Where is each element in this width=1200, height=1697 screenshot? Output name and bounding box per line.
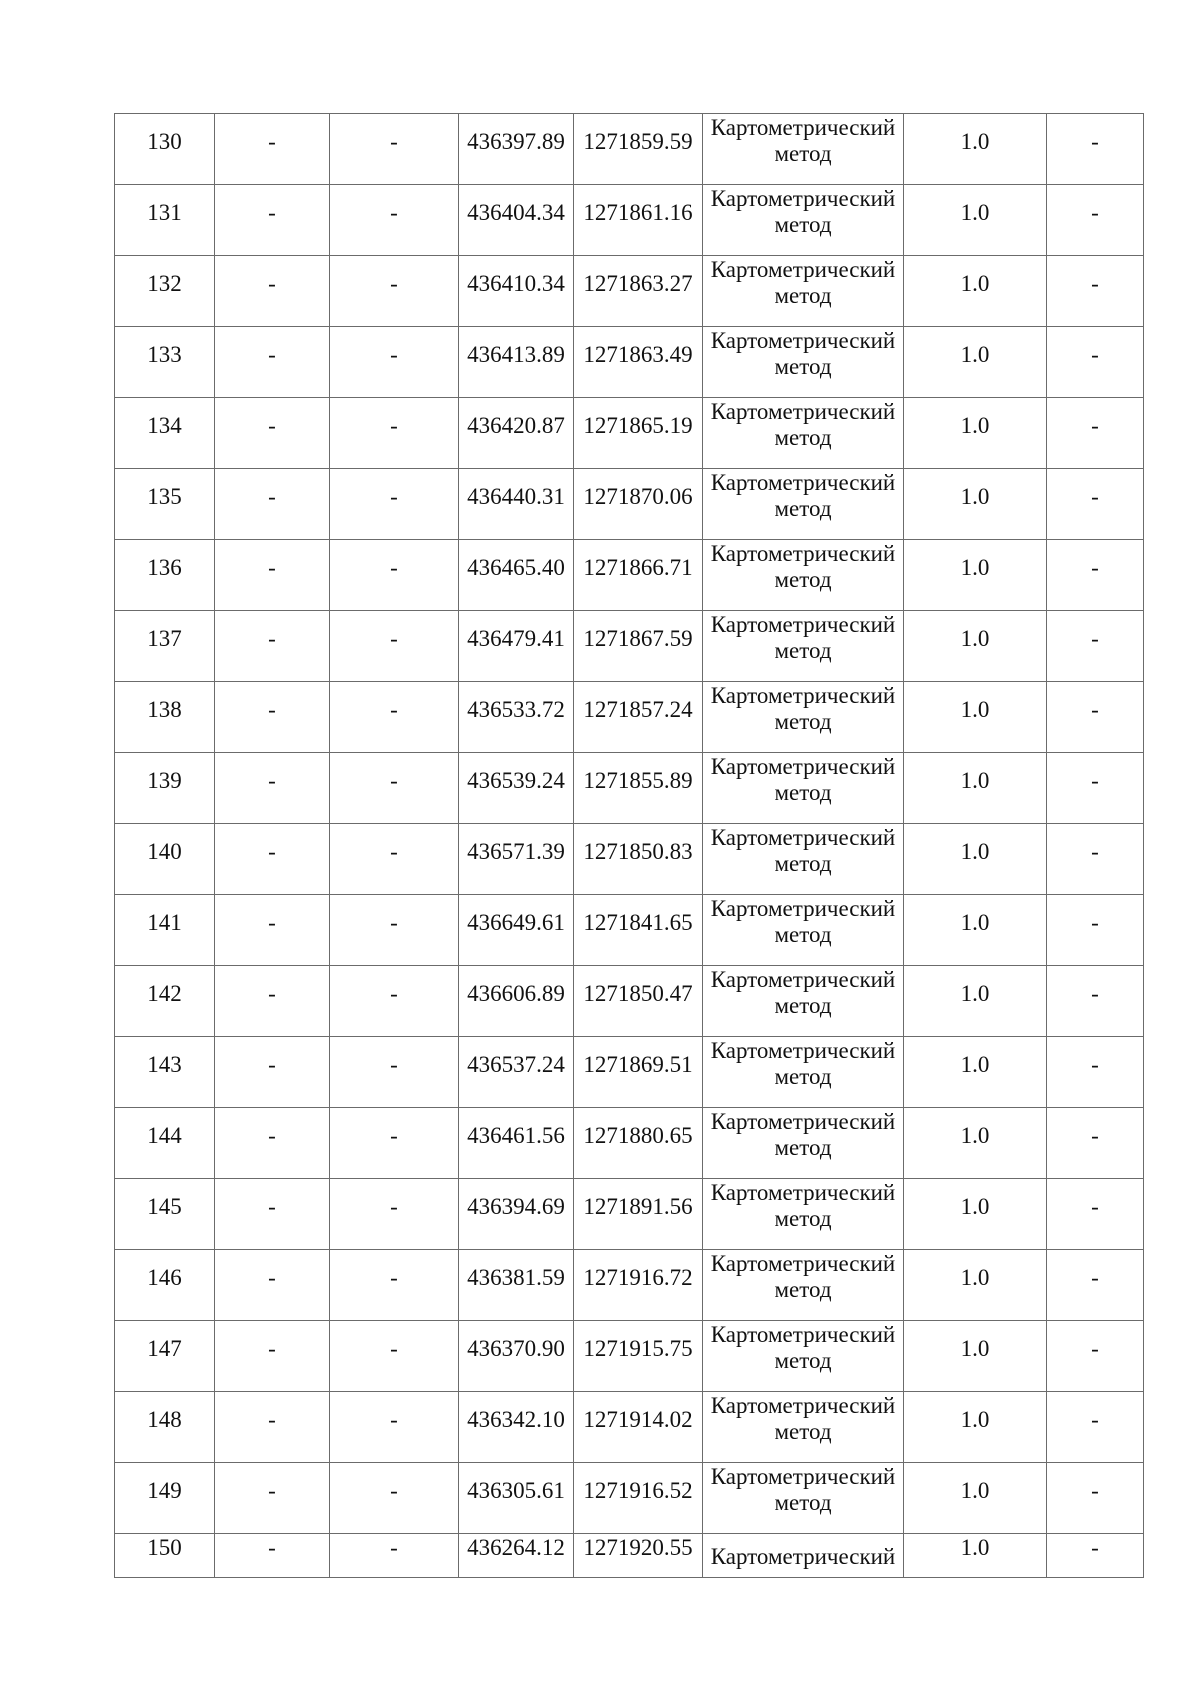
method-line-2: метод	[774, 1206, 832, 1231]
method-cell	[703, 824, 904, 895]
table-row	[115, 469, 1144, 540]
table-row	[115, 327, 1144, 398]
accuracy-cell: 1.0	[904, 469, 1047, 540]
table-row	[115, 398, 1144, 469]
point-number-cell: 131	[115, 185, 215, 256]
accuracy-cell: 1.0	[904, 1534, 1047, 1578]
point-number-cell: 132	[115, 256, 215, 327]
accuracy-cell: 1.0	[904, 1321, 1047, 1392]
new-x-cell: 436539.24	[459, 753, 574, 824]
method-line-2: метод	[774, 922, 832, 947]
new-y-cell: 1271850.47	[574, 966, 703, 1037]
method-line-1: Картометрический	[710, 967, 896, 992]
new-y-cell: 1271863.49	[574, 327, 703, 398]
table-row	[115, 895, 1144, 966]
old-x-cell: -	[215, 753, 330, 824]
old-x-cell: -	[215, 540, 330, 611]
point-number-cell: 150	[115, 1534, 215, 1578]
new-x-cell: 436649.61	[459, 895, 574, 966]
old-y-cell: -	[330, 1108, 459, 1179]
accuracy-cell: 1.0	[904, 114, 1047, 185]
new-x-cell: 436465.40	[459, 540, 574, 611]
old-x-cell: -	[215, 327, 330, 398]
accuracy-cell: 1.0	[904, 1250, 1047, 1321]
old-x-cell: -	[215, 966, 330, 1037]
new-y-cell: 1271920.55	[574, 1534, 703, 1578]
new-y-cell: 1271857.24	[574, 682, 703, 753]
method-cell	[703, 1250, 904, 1321]
method-cell	[703, 895, 904, 966]
new-x-cell: 436305.61	[459, 1463, 574, 1534]
accuracy-cell: 1.0	[904, 753, 1047, 824]
new-x-cell: 436397.89	[459, 114, 574, 185]
description-cell: -	[1047, 256, 1144, 327]
description-cell: -	[1047, 1250, 1144, 1321]
method-cell	[703, 469, 904, 540]
point-number-cell: 130	[115, 114, 215, 185]
old-y-cell: -	[330, 1534, 459, 1578]
method-cell	[703, 1037, 904, 1108]
method-cell	[703, 1321, 904, 1392]
point-number-cell: 145	[115, 1179, 215, 1250]
method-line-1: Картометрический	[710, 1393, 896, 1418]
old-x-cell: -	[215, 469, 330, 540]
method-line-1: Картометрический	[710, 1180, 896, 1205]
old-y-cell: -	[330, 256, 459, 327]
new-y-cell: 1271916.72	[574, 1250, 703, 1321]
new-x-cell: 436479.41	[459, 611, 574, 682]
method-cell	[703, 1534, 904, 1578]
description-cell: -	[1047, 1037, 1144, 1108]
method-line-1: Картометрический	[710, 328, 896, 353]
description-cell: -	[1047, 540, 1144, 611]
new-x-cell: 436571.39	[459, 824, 574, 895]
description-cell: -	[1047, 753, 1144, 824]
method-line-1: Картометрический	[710, 1322, 896, 1347]
accuracy-cell: 1.0	[904, 398, 1047, 469]
accuracy-cell: 1.0	[904, 1037, 1047, 1108]
old-y-cell: -	[330, 540, 459, 611]
method-line-2: метод	[774, 1348, 832, 1373]
new-x-cell: 436537.24	[459, 1037, 574, 1108]
new-y-cell: 1271915.75	[574, 1321, 703, 1392]
point-number-cell: 149	[115, 1463, 215, 1534]
old-y-cell: -	[330, 1392, 459, 1463]
table-row	[115, 824, 1144, 895]
old-y-cell: -	[330, 682, 459, 753]
old-x-cell: -	[215, 185, 330, 256]
new-y-cell: 1271855.89	[574, 753, 703, 824]
method-line-1: Картометрический	[710, 1109, 896, 1134]
description-cell: -	[1047, 1321, 1144, 1392]
method-cell	[703, 327, 904, 398]
method-cell	[703, 1108, 904, 1179]
accuracy-cell: 1.0	[904, 1179, 1047, 1250]
method-line-1: Картометрический	[710, 1251, 896, 1276]
new-x-cell: 436461.56	[459, 1108, 574, 1179]
method-line-1: Картометрический	[710, 541, 896, 566]
point-number-cell: 134	[115, 398, 215, 469]
accuracy-cell: 1.0	[904, 256, 1047, 327]
description-cell: -	[1047, 611, 1144, 682]
method-line-2: метод	[774, 851, 832, 876]
method-cell	[703, 753, 904, 824]
method-line-2: метод	[774, 709, 832, 734]
accuracy-cell: 1.0	[904, 824, 1047, 895]
new-x-cell: 436533.72	[459, 682, 574, 753]
method-line-1: Картометрический	[710, 896, 896, 921]
accuracy-cell: 1.0	[904, 1108, 1047, 1179]
new-y-cell: 1271869.51	[574, 1037, 703, 1108]
description-cell: -	[1047, 824, 1144, 895]
new-y-cell: 1271914.02	[574, 1392, 703, 1463]
method-line-1: Картометрический	[710, 186, 896, 211]
table-row	[115, 256, 1144, 327]
old-x-cell: -	[215, 1250, 330, 1321]
old-y-cell: -	[330, 1463, 459, 1534]
table-row	[115, 1534, 1144, 1578]
method-line-2: метод	[774, 496, 832, 521]
new-y-cell: 1271861.16	[574, 185, 703, 256]
table-row	[115, 682, 1144, 753]
accuracy-cell: 1.0	[904, 966, 1047, 1037]
method-cell	[703, 1463, 904, 1534]
coordinates-table	[114, 113, 1144, 1578]
old-x-cell: -	[215, 114, 330, 185]
old-y-cell: -	[330, 1321, 459, 1392]
description-cell: -	[1047, 469, 1144, 540]
method-cell	[703, 398, 904, 469]
point-number-cell: 148	[115, 1392, 215, 1463]
method-cell	[703, 682, 904, 753]
new-x-cell: 436410.34	[459, 256, 574, 327]
table-row	[115, 1179, 1144, 1250]
new-y-cell: 1271866.71	[574, 540, 703, 611]
old-x-cell: -	[215, 1179, 330, 1250]
method-line-1: Картометрический	[710, 257, 896, 282]
description-cell: -	[1047, 895, 1144, 966]
method-line-2: метод	[774, 212, 832, 237]
point-number-cell: 140	[115, 824, 215, 895]
table-row	[115, 540, 1144, 611]
method-line-1: Картометрический	[710, 115, 896, 140]
method-line-2: метод	[774, 993, 832, 1018]
method-line-2: метод	[774, 1490, 832, 1515]
table-row	[115, 1463, 1144, 1534]
point-number-cell: 143	[115, 1037, 215, 1108]
table-row	[115, 966, 1144, 1037]
accuracy-cell: 1.0	[904, 682, 1047, 753]
method-line-2: метод	[774, 780, 832, 805]
description-cell: -	[1047, 1108, 1144, 1179]
description-cell: -	[1047, 966, 1144, 1037]
old-y-cell: -	[330, 1179, 459, 1250]
table-row	[115, 753, 1144, 824]
method-line-1: Картометрический	[710, 470, 896, 495]
accuracy-cell: 1.0	[904, 1392, 1047, 1463]
old-y-cell: -	[330, 1037, 459, 1108]
old-x-cell: -	[215, 1321, 330, 1392]
table-row	[115, 1037, 1144, 1108]
new-x-cell: 436381.59	[459, 1250, 574, 1321]
method-line-2: метод	[774, 354, 832, 379]
new-y-cell: 1271865.19	[574, 398, 703, 469]
table-row	[115, 185, 1144, 256]
new-x-cell: 436394.69	[459, 1179, 574, 1250]
method-line-1: Картометрический	[710, 754, 896, 779]
description-cell: -	[1047, 1463, 1144, 1534]
description-cell: -	[1047, 398, 1144, 469]
old-y-cell: -	[330, 469, 459, 540]
table-row	[115, 1108, 1144, 1179]
old-y-cell: -	[330, 611, 459, 682]
method-line-2: метод	[774, 141, 832, 166]
method-cell	[703, 611, 904, 682]
old-y-cell: -	[330, 327, 459, 398]
accuracy-cell: 1.0	[904, 327, 1047, 398]
point-number-cell: 142	[115, 966, 215, 1037]
method-cell	[703, 114, 904, 185]
point-number-cell: 146	[115, 1250, 215, 1321]
method-line-1: Картометрический	[710, 1464, 896, 1489]
method-line-2: метод	[774, 425, 832, 450]
new-y-cell: 1271859.59	[574, 114, 703, 185]
old-y-cell: -	[330, 824, 459, 895]
method-cell	[703, 1179, 904, 1250]
new-x-cell: 436342.10	[459, 1392, 574, 1463]
old-x-cell: -	[215, 256, 330, 327]
method-line-1: Картометрический	[710, 683, 896, 708]
method-line-2: метод	[774, 1277, 832, 1302]
method-line-1: Картометрический	[710, 1544, 896, 1569]
old-y-cell: -	[330, 966, 459, 1037]
old-x-cell: -	[215, 398, 330, 469]
description-cell: -	[1047, 327, 1144, 398]
old-x-cell: -	[215, 1392, 330, 1463]
description-cell: -	[1047, 185, 1144, 256]
coordinates-table-body	[115, 114, 1144, 1578]
old-y-cell: -	[330, 398, 459, 469]
point-number-cell: 138	[115, 682, 215, 753]
method-cell	[703, 185, 904, 256]
old-x-cell: -	[215, 1463, 330, 1534]
point-number-cell: 136	[115, 540, 215, 611]
new-y-cell: 1271867.59	[574, 611, 703, 682]
old-y-cell: -	[330, 114, 459, 185]
description-cell: -	[1047, 114, 1144, 185]
table-row	[115, 114, 1144, 185]
new-x-cell: 436420.87	[459, 398, 574, 469]
old-x-cell: -	[215, 1108, 330, 1179]
method-line-2: метод	[774, 638, 832, 663]
accuracy-cell: 1.0	[904, 1463, 1047, 1534]
old-x-cell: -	[215, 824, 330, 895]
old-x-cell: -	[215, 611, 330, 682]
description-cell: -	[1047, 682, 1144, 753]
method-line-2: метод	[774, 283, 832, 308]
accuracy-cell: 1.0	[904, 895, 1047, 966]
new-x-cell: 436440.31	[459, 469, 574, 540]
new-x-cell: 436404.34	[459, 185, 574, 256]
method-cell	[703, 540, 904, 611]
new-y-cell: 1271916.52	[574, 1463, 703, 1534]
old-x-cell: -	[215, 1037, 330, 1108]
accuracy-cell: 1.0	[904, 185, 1047, 256]
new-y-cell: 1271841.65	[574, 895, 703, 966]
method-line-1: Картометрический	[710, 1038, 896, 1063]
new-x-cell: 436370.90	[459, 1321, 574, 1392]
description-cell: -	[1047, 1392, 1144, 1463]
method-line-2: метод	[774, 1135, 832, 1160]
point-number-cell: 137	[115, 611, 215, 682]
description-cell: -	[1047, 1179, 1144, 1250]
old-y-cell: -	[330, 753, 459, 824]
accuracy-cell: 1.0	[904, 611, 1047, 682]
new-y-cell: 1271870.06	[574, 469, 703, 540]
method-line-2: метод	[774, 1419, 832, 1444]
method-cell	[703, 966, 904, 1037]
old-x-cell: -	[215, 895, 330, 966]
point-number-cell: 141	[115, 895, 215, 966]
point-number-cell: 135	[115, 469, 215, 540]
new-y-cell: 1271863.27	[574, 256, 703, 327]
method-cell	[703, 1392, 904, 1463]
method-line-1: Картометрический	[710, 825, 896, 850]
point-number-cell: 133	[115, 327, 215, 398]
point-number-cell: 147	[115, 1321, 215, 1392]
old-y-cell: -	[330, 1250, 459, 1321]
new-x-cell: 436413.89	[459, 327, 574, 398]
old-y-cell: -	[330, 185, 459, 256]
new-y-cell: 1271880.65	[574, 1108, 703, 1179]
table-row	[115, 611, 1144, 682]
old-x-cell: -	[215, 1534, 330, 1578]
old-x-cell: -	[215, 682, 330, 753]
table-row	[115, 1321, 1144, 1392]
method-line-1: Картометрический	[710, 612, 896, 637]
method-line-2: метод	[774, 1064, 832, 1089]
point-number-cell: 144	[115, 1108, 215, 1179]
table-row	[115, 1250, 1144, 1321]
old-y-cell: -	[330, 895, 459, 966]
description-cell: -	[1047, 1534, 1144, 1578]
method-line-2: метод	[774, 567, 832, 592]
new-x-cell: 436606.89	[459, 966, 574, 1037]
new-x-cell: 436264.12	[459, 1534, 574, 1578]
table-row	[115, 1392, 1144, 1463]
method-line-1: Картометрический	[710, 399, 896, 424]
point-number-cell: 139	[115, 753, 215, 824]
new-y-cell: 1271850.83	[574, 824, 703, 895]
method-cell	[703, 256, 904, 327]
accuracy-cell: 1.0	[904, 540, 1047, 611]
new-y-cell: 1271891.56	[574, 1179, 703, 1250]
